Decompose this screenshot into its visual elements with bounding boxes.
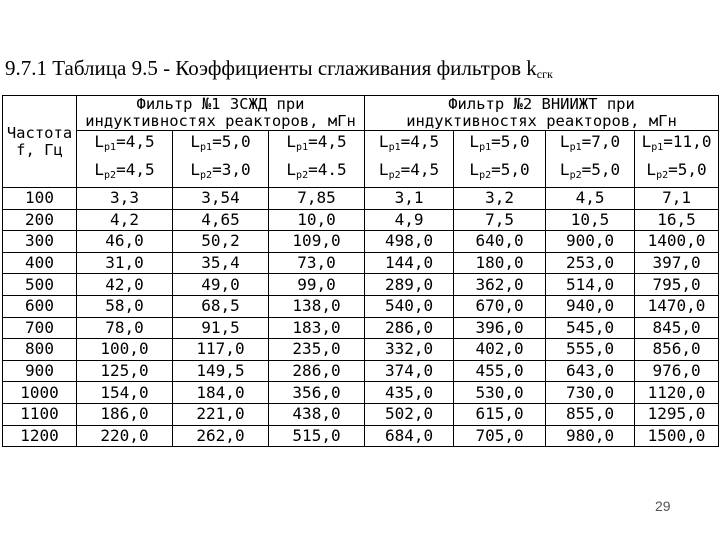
coefficient-cell: 4,5 — [546, 188, 635, 210]
inductance-symbol: L — [646, 160, 657, 179]
table-row — [3, 188, 719, 210]
coefficient-cell: 795,0 — [635, 274, 719, 296]
coefficient-cell: 502,0 — [365, 403, 454, 425]
coefficient-cell: 438,0 — [269, 403, 365, 425]
inductance-subscript: p1 — [200, 142, 213, 153]
inductance-header-cell — [173, 131, 269, 188]
inductance-value: =5,0 — [581, 160, 621, 179]
coefficient-cell: 286,0 — [269, 360, 365, 382]
table-caption-subscript: сгк — [536, 67, 553, 81]
inductance-p1-line — [173, 131, 268, 159]
filter2-group-header — [365, 96, 719, 131]
inductance-symbol: L — [190, 132, 201, 151]
filter2-header-line2: индуктивностях реакторов, мГн — [406, 112, 677, 130]
coefficient-cell: 730,0 — [546, 382, 635, 404]
table-body — [3, 188, 719, 447]
coefficient-cell: 73,0 — [269, 252, 365, 274]
coefficient-cell: 7,1 — [635, 188, 719, 210]
inductance-subscript: p1 — [569, 142, 582, 153]
coefficient-cell: 117,0 — [173, 339, 269, 361]
coefficient-cell: 374,0 — [365, 360, 454, 382]
table-row — [3, 231, 719, 253]
inductance-value: =4.5 — [308, 160, 347, 179]
inductance-symbol: L — [641, 132, 652, 151]
coefficient-cell: 684,0 — [365, 425, 454, 447]
coefficient-cell: 186,0 — [77, 403, 173, 425]
inductance-value: =4,5 — [400, 132, 440, 151]
page-number: 29 — [655, 498, 671, 514]
inductance-symbol: L — [94, 160, 105, 179]
coefficient-cell: 184,0 — [173, 382, 269, 404]
coefficient-cell: 180,0 — [454, 252, 546, 274]
frequency-cell: 1000 — [3, 382, 77, 404]
inductance-header-cell — [635, 131, 719, 188]
coefficient-cell: 845,0 — [635, 317, 719, 339]
coefficient-cell: 286,0 — [365, 317, 454, 339]
coefficient-cell: 235,0 — [269, 339, 365, 361]
frequency-cell: 600 — [3, 295, 77, 317]
coefficient-cell: 3,2 — [454, 188, 546, 210]
inductance-p1-line — [269, 131, 364, 159]
filter1-header-line1: Фильтр №1 ЗСЖД при — [136, 95, 305, 113]
inductance-value: =5,0 — [491, 160, 530, 179]
inductance-value: =4,5 — [116, 160, 155, 179]
coefficient-cell: 1120,0 — [635, 382, 719, 404]
inductance-symbol: L — [559, 132, 570, 151]
inductance-value: =5,0 — [491, 132, 530, 151]
coefficient-cell: 1295,0 — [635, 403, 719, 425]
coefficient-cell: 149,5 — [173, 360, 269, 382]
coefficient-cell: 332,0 — [365, 339, 454, 361]
coefficient-cell: 10,5 — [546, 209, 635, 231]
coefficient-cell: 78,0 — [77, 317, 173, 339]
filter2-header-line1: Фильтр №2 ВНИИЖТ при — [448, 95, 635, 113]
frequency-cell: 100 — [3, 188, 77, 210]
coefficient-cell: 705,0 — [454, 425, 546, 447]
inductance-value: =7,0 — [581, 132, 621, 151]
inductance-value: =11,0 — [663, 132, 712, 151]
inductance-subscript: p2 — [569, 170, 582, 181]
inductance-subscript: p2 — [104, 170, 117, 181]
table-row — [3, 317, 719, 339]
coefficient-cell: 49,0 — [173, 274, 269, 296]
coefficient-cell: 35,4 — [173, 252, 269, 274]
frequency-cell: 700 — [3, 317, 77, 339]
coefficient-cell: 4,65 — [173, 209, 269, 231]
coefficient-cell: 498,0 — [365, 231, 454, 253]
frequency-cell: 1100 — [3, 403, 77, 425]
frequency-cell: 400 — [3, 252, 77, 274]
coefficient-cell: 221,0 — [173, 403, 269, 425]
coefficient-cell: 396,0 — [454, 317, 546, 339]
inductance-symbol: L — [94, 132, 105, 151]
table-row — [3, 274, 719, 296]
coefficient-cell: 643,0 — [546, 360, 635, 382]
inductance-header-cell — [77, 131, 173, 188]
coefficient-cell: 31,0 — [77, 252, 173, 274]
coefficient-cell: 530,0 — [454, 382, 546, 404]
filter1-group-header — [77, 96, 365, 131]
coefficient-cell: 109,0 — [269, 231, 365, 253]
inductance-p1-line — [454, 131, 545, 159]
frequency-cell: 300 — [3, 231, 77, 253]
coefficient-cell: 980,0 — [546, 425, 635, 447]
inductance-subscript: p1 — [651, 142, 664, 153]
coefficient-cell: 4,9 — [365, 209, 454, 231]
inductance-header-cell — [365, 131, 454, 188]
coefficient-cell: 3,3 — [77, 188, 173, 210]
header-row-inductances — [3, 131, 719, 188]
inductance-header-cell — [269, 131, 365, 188]
coefficient-cell: 7,5 — [454, 209, 546, 231]
coefficient-cell: 640,0 — [454, 231, 546, 253]
inductance-value: =4,5 — [400, 160, 440, 179]
coefficient-cell: 220,0 — [77, 425, 173, 447]
coefficient-cell: 856,0 — [635, 339, 719, 361]
coefficient-cell: 1400,0 — [635, 231, 719, 253]
coefficient-cell: 540,0 — [365, 295, 454, 317]
table-row — [3, 360, 719, 382]
inductance-symbol: L — [190, 160, 201, 179]
coefficient-cell: 514,0 — [546, 274, 635, 296]
table-row — [3, 252, 719, 274]
smoothing-coefficients-table-wrap — [2, 95, 719, 447]
inductance-symbol: L — [469, 160, 480, 179]
coefficient-cell: 397,0 — [635, 252, 719, 274]
coefficient-cell: 16,5 — [635, 209, 719, 231]
coefficient-cell: 3,54 — [173, 188, 269, 210]
inductance-value: =3,0 — [212, 160, 251, 179]
table-row — [3, 339, 719, 361]
inductance-value: =5,0 — [668, 160, 707, 179]
inductance-p2-line — [365, 159, 453, 187]
frequency-cell: 200 — [3, 209, 77, 231]
inductance-header-cell — [454, 131, 546, 188]
inductance-p1-line — [365, 131, 453, 159]
inductance-symbol: L — [378, 132, 389, 151]
inductance-p2-line — [77, 159, 172, 187]
coefficient-cell: 976,0 — [635, 360, 719, 382]
coefficient-cell: 50,2 — [173, 231, 269, 253]
header-row-group — [3, 96, 719, 131]
coefficient-cell: 515,0 — [269, 425, 365, 447]
inductance-value: =5,0 — [212, 132, 251, 151]
inductance-p2-line — [454, 159, 545, 187]
inductance-value: =4,5 — [308, 132, 347, 151]
coefficient-cell: 545,0 — [546, 317, 635, 339]
coefficient-cell: 1500,0 — [635, 425, 719, 447]
coefficient-cell: 68,5 — [173, 295, 269, 317]
table-caption — [5, 56, 553, 82]
inductance-value: =4,5 — [116, 132, 155, 151]
inductance-subscript: p2 — [656, 170, 669, 181]
coefficient-cell: 455,0 — [454, 360, 546, 382]
inductance-p2-line — [173, 159, 268, 187]
table-caption-text: 9.7.1 Таблица 9.5 - Коэффициенты сглаживания фильтров k — [5, 56, 537, 80]
coefficient-cell: 7,85 — [269, 188, 365, 210]
inductance-p2-line — [269, 159, 364, 187]
coefficient-cell: 253,0 — [546, 252, 635, 274]
table-row — [3, 295, 719, 317]
inductance-p2-line — [635, 159, 718, 187]
inductance-subscript: p2 — [200, 170, 213, 181]
inductance-subscript: p2 — [479, 170, 492, 181]
coefficient-cell: 940,0 — [546, 295, 635, 317]
coefficient-cell: 262,0 — [173, 425, 269, 447]
coefficient-cell: 555,0 — [546, 339, 635, 361]
inductance-subscript: p2 — [296, 170, 309, 181]
frequency-cell: 900 — [3, 360, 77, 382]
inductance-symbol: L — [559, 160, 570, 179]
coefficient-cell: 91,5 — [173, 317, 269, 339]
smoothing-coefficients-table — [2, 95, 719, 447]
inductance-p1-line — [546, 131, 634, 159]
coefficient-cell: 154,0 — [77, 382, 173, 404]
inductance-subscript: p1 — [388, 142, 401, 153]
filter1-header-line2: индуктивностях реакторов, мГн — [85, 112, 356, 130]
coefficient-cell: 289,0 — [365, 274, 454, 296]
coefficient-cell: 4,2 — [77, 209, 173, 231]
inductance-symbol: L — [286, 132, 297, 151]
frequency-header-line2: f, Гц — [16, 140, 63, 159]
coefficient-cell: 855,0 — [546, 403, 635, 425]
coefficient-cell: 58,0 — [77, 295, 173, 317]
table-row — [3, 209, 719, 231]
frequency-cell: 800 — [3, 339, 77, 361]
table-row — [3, 403, 719, 425]
coefficient-cell: 138,0 — [269, 295, 365, 317]
coefficient-cell: 99,0 — [269, 274, 365, 296]
inductance-symbol: L — [378, 160, 389, 179]
table-row — [3, 382, 719, 404]
coefficient-cell: 402,0 — [454, 339, 546, 361]
coefficient-cell: 615,0 — [454, 403, 546, 425]
coefficient-cell: 144,0 — [365, 252, 454, 274]
inductance-p2-line — [546, 159, 634, 187]
frequency-header-line1: Частота — [6, 123, 73, 142]
coefficient-cell: 1470,0 — [635, 295, 719, 317]
frequency-header-cell — [3, 96, 77, 188]
coefficient-cell: 10,0 — [269, 209, 365, 231]
inductance-p1-line — [635, 131, 718, 159]
coefficient-cell: 125,0 — [77, 360, 173, 382]
coefficient-cell: 100,0 — [77, 339, 173, 361]
coefficient-cell: 435,0 — [365, 382, 454, 404]
inductance-symbol: L — [286, 160, 297, 179]
table-row — [3, 425, 719, 447]
inductance-subscript: p1 — [296, 142, 309, 153]
coefficient-cell: 356,0 — [269, 382, 365, 404]
coefficient-cell: 900,0 — [546, 231, 635, 253]
inductance-subscript: p2 — [388, 170, 401, 181]
frequency-cell: 1200 — [3, 425, 77, 447]
coefficient-cell: 183,0 — [269, 317, 365, 339]
coefficient-cell: 670,0 — [454, 295, 546, 317]
inductance-symbol: L — [469, 132, 480, 151]
inductance-subscript: p1 — [104, 142, 117, 153]
coefficient-cell: 362,0 — [454, 274, 546, 296]
inductance-header-cell — [546, 131, 635, 188]
coefficient-cell: 46,0 — [77, 231, 173, 253]
inductance-p1-line — [77, 131, 172, 159]
inductance-subscript: p1 — [479, 142, 492, 153]
coefficient-cell: 42,0 — [77, 274, 173, 296]
coefficient-cell: 3,1 — [365, 188, 454, 210]
frequency-cell: 500 — [3, 274, 77, 296]
